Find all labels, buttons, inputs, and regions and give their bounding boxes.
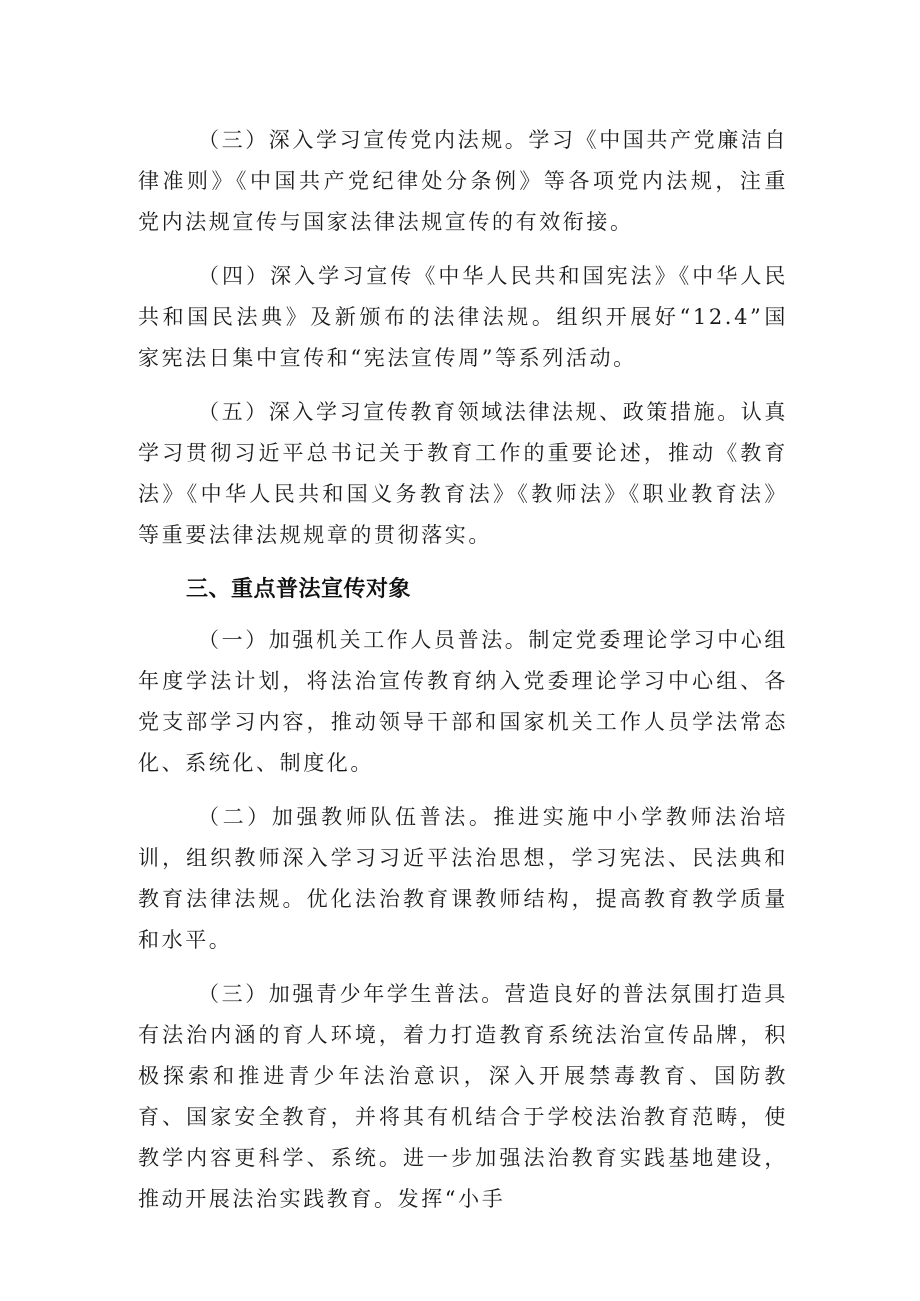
paragraph-staff-legal-education: （一）加强机关工作人员普法。制定党委理论学习中心组年度学法计划，将法治宣传教育纳入党委理论学习中心组、各党支部学习内容，推动领导干部和国家机关工作人员学法常态化、系统化、制度化。 xyxy=(138,628,788,775)
paragraph-teacher-legal-education: （二）加强教师队伍普法。推进实施中小学教师法治培训，组织教师深入学习习近平法治思想，学习宪法、民法典和教育法律法规。优化法治教育课教师结构，提高教育教学质量和水平。 xyxy=(138,805,788,952)
document-body xyxy=(138,120,788,1233)
paragraph-student-legal-education: （三）加强青少年学生普法。营造良好的普法氛围打造具有法治内涵的育人环境，着力打造教育系统法治宣传品牌，积极探索和推进青少年法治意识，深入开展禁毒教育、国防教育、国家安全教育，并将其有机结合于学校法治教育范畴，使教学内容更科学、系统。进一步加强法治教育实践基地建设，推动开展法治实践教育。发挥“小手 xyxy=(138,982,788,1211)
paragraph-education-laws: （五）深入学习宣传教育领域法律法规、政策措施。认真学习贯彻习近平总书记关于教育工作的重要论述，推动《教育法》《中华人民共和国义务教育法》《教师法》《职业教育法》等重要法律法规规章的贯彻落实。 xyxy=(138,400,788,547)
paragraph-party-regulations: （三）深入学习宣传党内法规。学习《中国共产党廉洁自律准则》《中国共产党纪律处分条例》等各项党内法规，注重党内法规宣传与国家法律法规宣传的有效衔接。 xyxy=(138,128,788,234)
section-heading: 三、重点普法宣传对象 xyxy=(186,577,412,602)
paragraph-constitution-civil-code: （四）深入学习宣传《中华人民共和国宪法》《中华人民共和国民法典》及新颁布的法律法规。组织开展好“12.4”国家宪法日集中宣传和“宪法宣传周”等系列活动。 xyxy=(138,264,788,370)
